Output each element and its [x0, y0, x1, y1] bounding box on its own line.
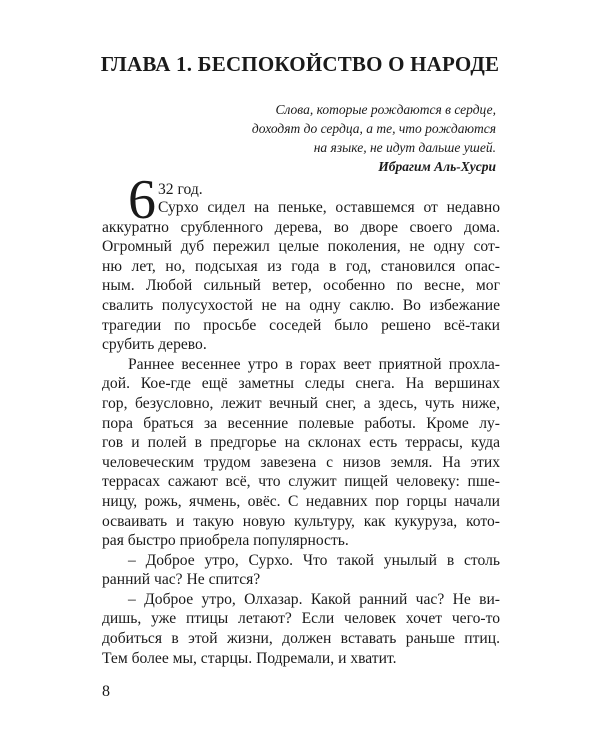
paragraph-4: [102, 590, 500, 668]
text-line: трагедии по просьбе соседей было решено всё-таки: [102, 316, 500, 334]
text-line: гор, безусловно, лежит вечный снег, а здесь, чуть ниже,: [102, 394, 500, 412]
text-line: ницу, рожь, ячмень, овёс. С недавних пор горцы начали: [102, 492, 500, 510]
text-line: Огромный дуб пережил целые поколения, не одну сот-: [102, 238, 500, 256]
paragraph-3: [102, 551, 500, 590]
paragraph-1: [102, 198, 500, 355]
drop-cap: 6: [128, 169, 156, 231]
epigraph-line: Слова, которые рождаются в сердце,: [275, 102, 496, 117]
text-line: пора браться за весенние полевые работы. Кроме лу-: [102, 414, 500, 432]
text-line: ным. Любой сильный ветер, особенно по весне, мог: [102, 277, 500, 295]
text-line: дишь, уже птицы летают? Если человек хочет чего-то: [102, 610, 500, 628]
page-number: 8: [102, 683, 110, 700]
text-line: свалить полусухостой не на одну саклю. Во избежание: [102, 296, 500, 314]
text-line: ню лет, но, подсыхая из года в год, становился опас-: [102, 257, 500, 275]
text-line: – Доброе утро, Сурхо. Что такой унылый в столь: [128, 551, 500, 569]
chapter-body: [102, 169, 500, 668]
paragraph-2: [102, 355, 500, 551]
epigraph-line: на языке, не идут дальше ушей.: [313, 140, 496, 155]
text-line: Раннее весеннее утро в горах веет приятной прохла-: [128, 355, 500, 373]
text-line: дой. Кое-где ещё заметны следы снега. На вершинах: [102, 375, 500, 393]
opening-line-text: 32 год.: [158, 181, 203, 198]
epigraph-line: доходят до сердца, а те, что рождаются: [251, 121, 496, 136]
text-line: Тем более мы, старцы. Подремали, и хватит.: [102, 649, 397, 667]
text-line: человеческим трудом завезена с низов земля. На этих: [102, 453, 500, 471]
text-line: срубить дерево.: [102, 336, 207, 354]
text-line: – Доброе утро, Олхазар. Какой ранний час? Не ви-: [128, 590, 500, 608]
text-line: добиться в этой жизни, должен вставать раньше птиц.: [102, 630, 500, 648]
epigraph: [136, 100, 496, 176]
text-line: аккуратно срубленного дерева, во дворе своего дома.: [102, 218, 500, 236]
text-line: Сурхо сидел на пеньке, оставшемся от недавно: [158, 199, 500, 216]
chapter-title: ГЛАВА 1. БЕСПОКОЙСТВО О НАРОДЕ: [100, 52, 500, 76]
text-line: террасах сажают всё, что служит пищей человеку: пше-: [102, 473, 500, 491]
text-line: гов и полей в предгорье на склонах есть террасы, куда: [102, 434, 500, 452]
text-line: рая быстро приобрела популярность.: [102, 532, 349, 550]
text-line: ранний час? Не спится?: [102, 571, 261, 589]
epigraph-author: Ибрагим Аль-Хусри: [378, 159, 496, 174]
text-line: осваивать и такую новую культуру, как кукуруза, кото-: [102, 512, 500, 530]
